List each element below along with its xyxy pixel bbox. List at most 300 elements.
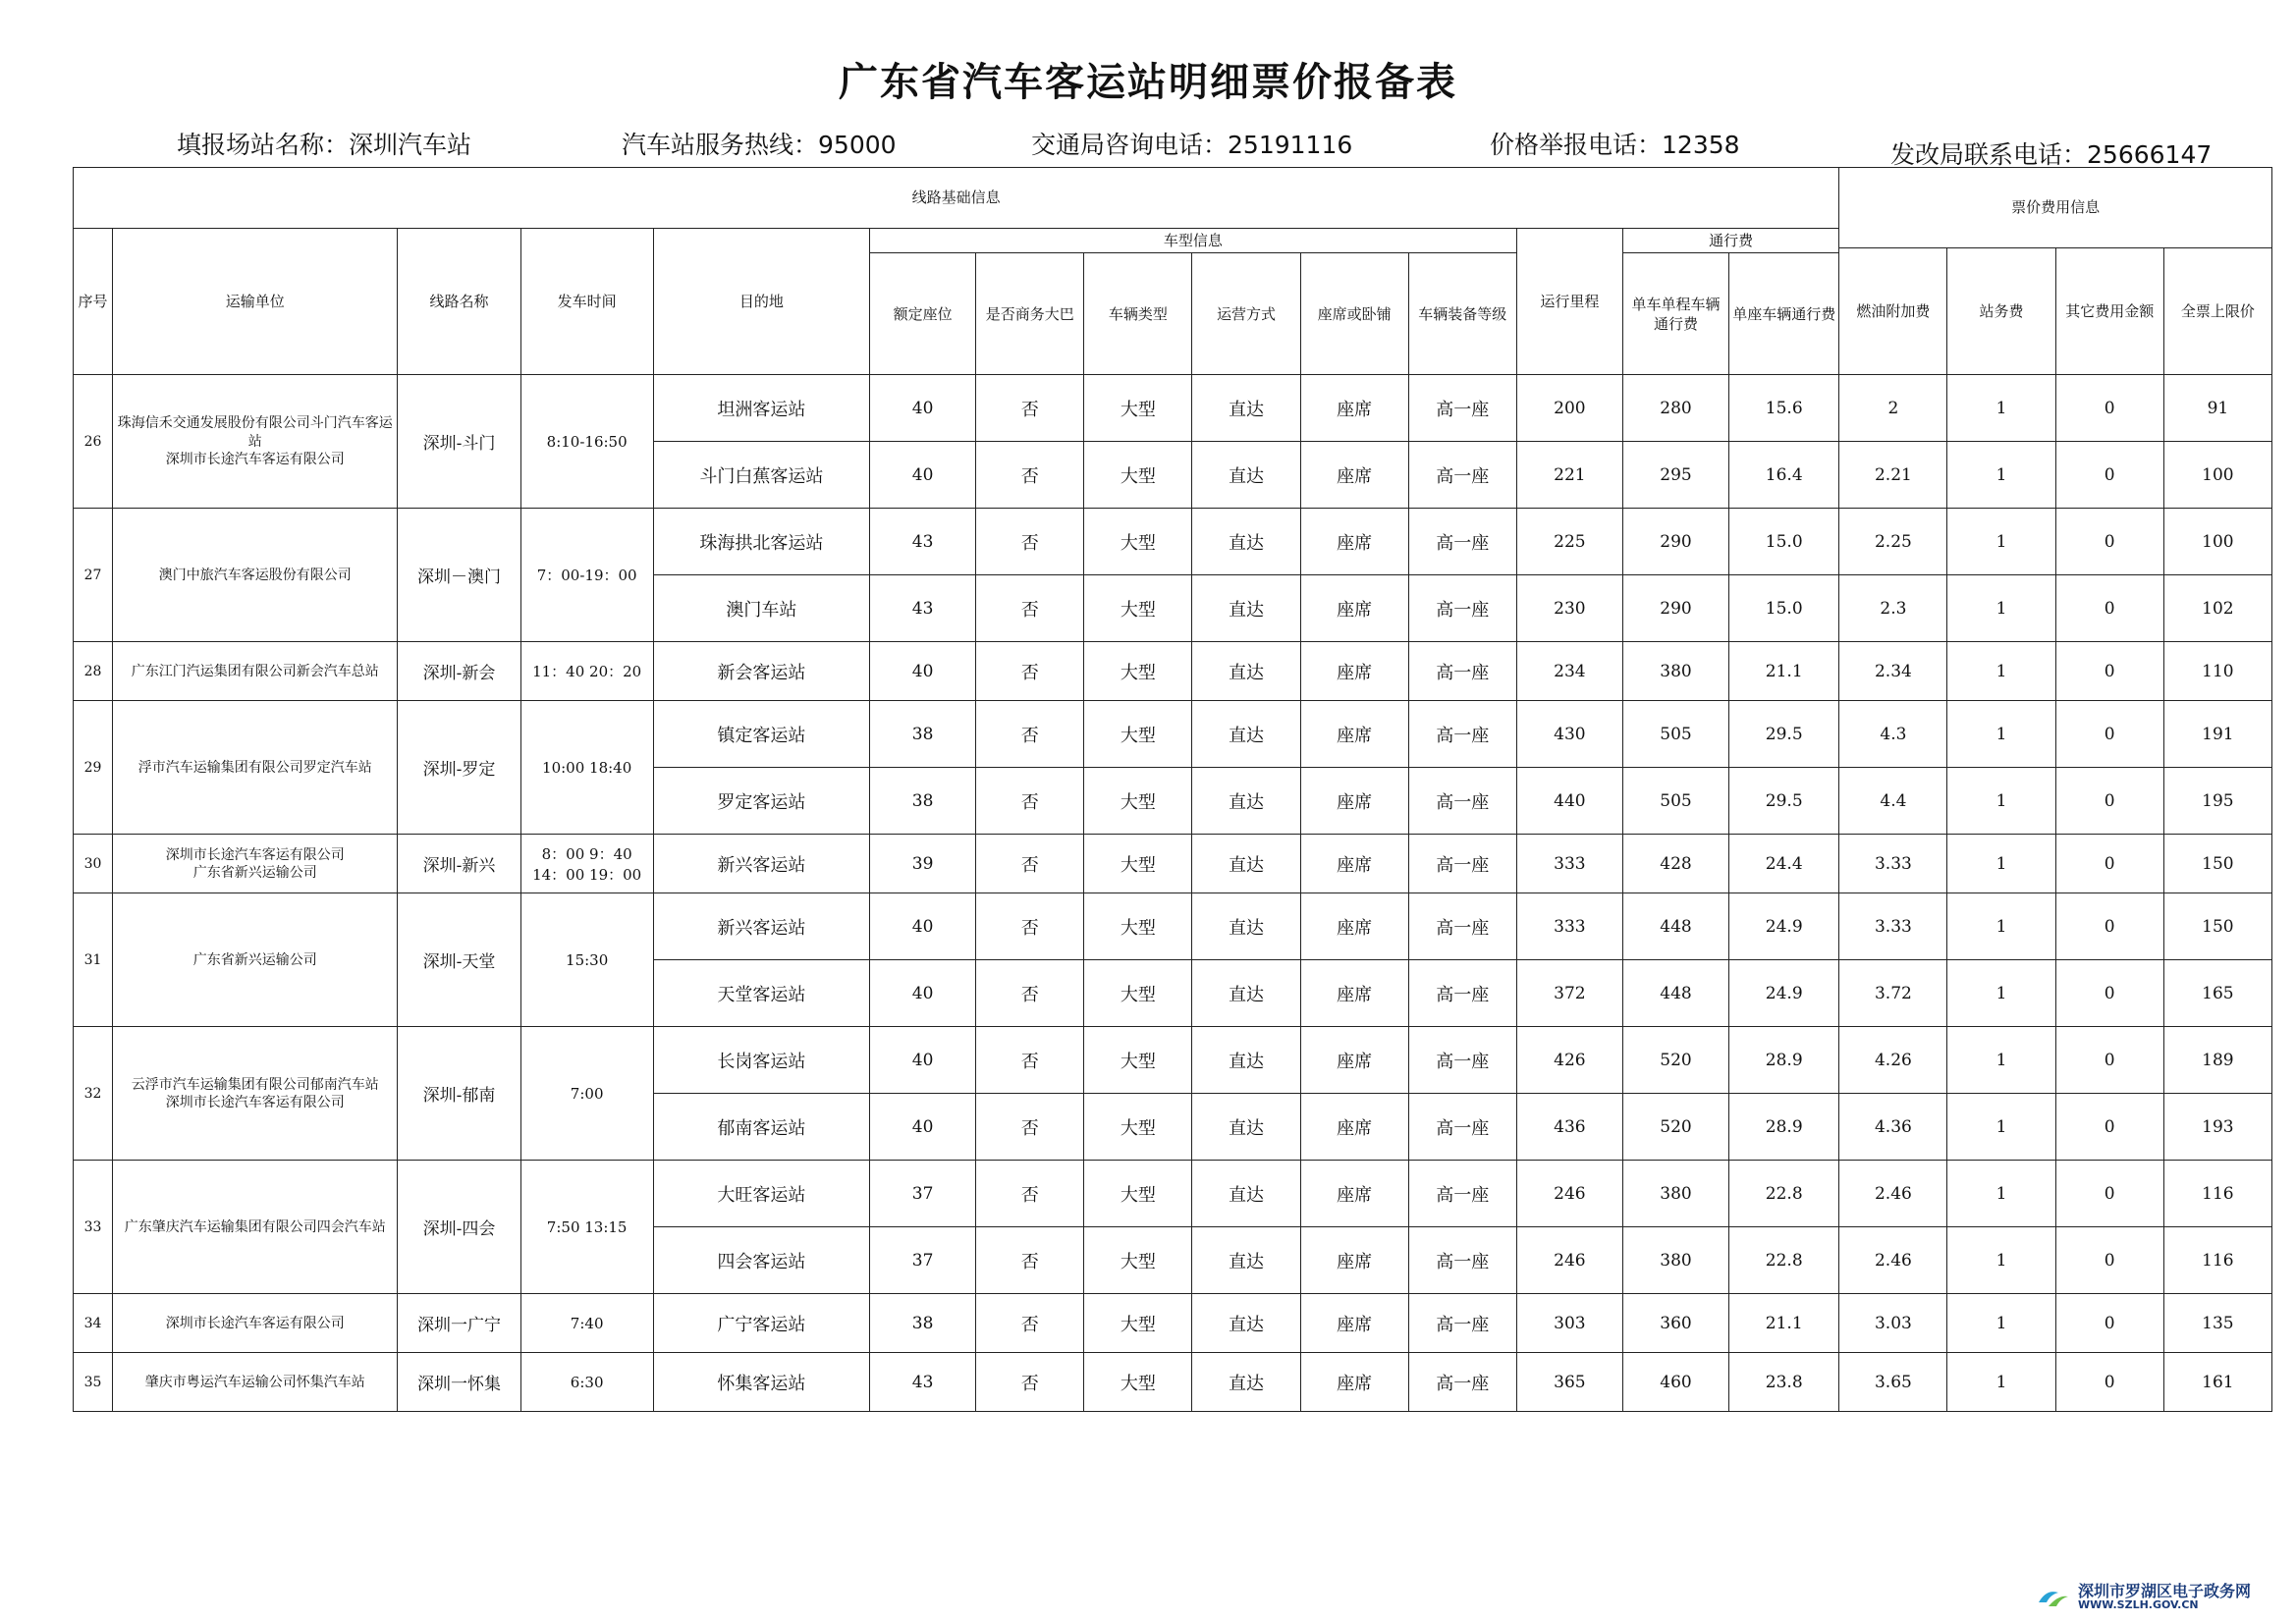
other-fees-cell: 0 xyxy=(2055,960,2163,1027)
rated-seats-cell: 40 xyxy=(870,893,976,960)
destination-cell: 罗定客运站 xyxy=(653,768,869,835)
rated-seats-cell: 40 xyxy=(870,1094,976,1161)
full-fare-cap-cell: 161 xyxy=(2163,1353,2271,1412)
route-name-cell: 深圳-罗定 xyxy=(398,701,520,835)
seq-cell: 33 xyxy=(74,1161,113,1294)
operation-mode-cell: 直达 xyxy=(1192,835,1300,893)
route-name-cell: 深圳-郁南 xyxy=(398,1027,520,1161)
price-report-phone-field xyxy=(1490,126,1740,161)
route-name-cell: 深圳一广宁 xyxy=(398,1294,520,1353)
seat-or-sleeper-cell: 座席 xyxy=(1300,893,1408,960)
seat-or-sleeper-cell: 座席 xyxy=(1300,1294,1408,1353)
depart-time-cell: 15:30 xyxy=(520,893,653,1027)
depart-time-cell: 10:00 18:40 xyxy=(520,701,653,835)
table-row xyxy=(74,642,2272,701)
rated-seats-cell: 39 xyxy=(870,835,976,893)
mileage-header: 运行里程 xyxy=(1516,229,1622,375)
mileage-cell: 221 xyxy=(1516,442,1622,509)
fuel-surcharge-cell: 2.25 xyxy=(1839,509,1947,575)
seat-or-sleeper-cell: 座席 xyxy=(1300,835,1408,893)
table-row xyxy=(74,1294,2272,1353)
seat-or-sleeper-cell: 座席 xyxy=(1300,701,1408,768)
rated-seats-cell: 38 xyxy=(870,1294,976,1353)
toll-per-vehicle-cell: 295 xyxy=(1622,442,1728,509)
fare-info-header: 票价费用信息 xyxy=(1839,168,2272,248)
mileage-cell: 430 xyxy=(1516,701,1622,768)
depart-time-cell: 8：00 9：40 14：00 19：00 xyxy=(520,835,653,893)
business-bus-cell: 否 xyxy=(976,1094,1084,1161)
other-fees-header: 其它费用金额 xyxy=(2055,248,2163,375)
toll-per-seat-cell: 24.4 xyxy=(1729,835,1839,893)
toll-per-vehicle-cell: 380 xyxy=(1622,642,1728,701)
mileage-cell: 440 xyxy=(1516,768,1622,835)
station-fee-cell: 1 xyxy=(1947,893,2055,960)
station-fee-cell: 1 xyxy=(1947,960,2055,1027)
table-row xyxy=(74,509,2272,575)
station-name-value: 深圳汽车站 xyxy=(349,131,472,159)
station-fee-cell: 1 xyxy=(1947,1353,2055,1412)
full-fare-cap-cell: 150 xyxy=(2163,835,2271,893)
mileage-cell: 246 xyxy=(1516,1161,1622,1227)
other-fees-cell: 0 xyxy=(2055,1227,2163,1294)
destination-header: 目的地 xyxy=(653,229,869,375)
fuel-surcharge-cell: 2.21 xyxy=(1839,442,1947,509)
other-fees-cell: 0 xyxy=(2055,835,2163,893)
full-fare-cap-cell: 135 xyxy=(2163,1294,2271,1353)
vehicle-type-cell: 大型 xyxy=(1084,1294,1192,1353)
transport-bureau-phone-value: 25191116 xyxy=(1228,131,1353,159)
mileage-cell: 426 xyxy=(1516,1027,1622,1094)
carrier-cell: 珠海信禾交通发展股份有限公司斗门汽车客运站 深圳市长途汽车客运有限公司 xyxy=(113,375,398,509)
business-bus-cell: 否 xyxy=(976,1353,1084,1412)
dev-bureau-phone-label: 发改局联系电话： xyxy=(1890,140,2088,169)
table-row xyxy=(74,1161,2272,1227)
full-fare-cap-cell: 100 xyxy=(2163,442,2271,509)
seat-or-sleeper-cell: 座席 xyxy=(1300,642,1408,701)
seat-or-sleeper-cell: 座席 xyxy=(1300,1161,1408,1227)
operation-mode-cell: 直达 xyxy=(1192,375,1300,442)
fuel-surcharge-cell: 3.72 xyxy=(1839,960,1947,1027)
route-name-cell: 深圳－澳门 xyxy=(398,509,520,642)
vehicle-type-cell: 大型 xyxy=(1084,1161,1192,1227)
full-fare-cap-cell: 165 xyxy=(2163,960,2271,1027)
depart-time-cell: 7:40 xyxy=(520,1294,653,1353)
vehicle-type-cell: 大型 xyxy=(1084,1227,1192,1294)
fare-table xyxy=(73,167,2272,1412)
toll-per-seat-cell: 21.1 xyxy=(1729,1294,1839,1353)
toll-per-vehicle-cell: 380 xyxy=(1622,1161,1728,1227)
carrier-header: 运输单位 xyxy=(113,229,398,375)
seq-cell: 28 xyxy=(74,642,113,701)
station-fee-cell: 1 xyxy=(1947,835,2055,893)
business-bus-cell: 否 xyxy=(976,701,1084,768)
other-fees-cell: 0 xyxy=(2055,642,2163,701)
full-fare-cap-cell: 195 xyxy=(2163,768,2271,835)
station-name-field xyxy=(177,126,471,161)
route-name-cell: 深圳-斗门 xyxy=(398,375,520,509)
station-name-label: 填报场站名称： xyxy=(177,131,350,159)
price-report-phone-value: 12358 xyxy=(1662,131,1740,159)
toll-header: 通行费 xyxy=(1622,229,1838,253)
equipment-grade-cell: 高一座 xyxy=(1408,442,1516,509)
equipment-grade-cell: 高一座 xyxy=(1408,768,1516,835)
destination-cell: 镇定客运站 xyxy=(653,701,869,768)
seat-or-sleeper-header: 座席或卧铺 xyxy=(1300,253,1408,375)
seat-or-sleeper-cell: 座席 xyxy=(1300,375,1408,442)
seq-cell: 27 xyxy=(74,509,113,642)
destination-cell: 四会客运站 xyxy=(653,1227,869,1294)
seat-or-sleeper-cell: 座席 xyxy=(1300,442,1408,509)
table-row xyxy=(74,893,2272,960)
vehicle-type-cell: 大型 xyxy=(1084,835,1192,893)
operation-mode-cell: 直达 xyxy=(1192,509,1300,575)
equipment-grade-cell: 高一座 xyxy=(1408,509,1516,575)
equipment-grade-cell: 高一座 xyxy=(1408,1227,1516,1294)
route-name-cell: 深圳一怀集 xyxy=(398,1353,520,1412)
depart-time-header: 发车时间 xyxy=(520,229,653,375)
fuel-surcharge-cell: 3.03 xyxy=(1839,1294,1947,1353)
toll-per-seat-cell: 24.9 xyxy=(1729,960,1839,1027)
seq-cell: 35 xyxy=(74,1353,113,1412)
full-fare-cap-cell: 189 xyxy=(2163,1027,2271,1094)
dev-bureau-phone-value: 25666147 xyxy=(2087,140,2213,169)
fuel-surcharge-cell: 3.65 xyxy=(1839,1353,1947,1412)
route-name-cell: 深圳-新兴 xyxy=(398,835,520,893)
toll-per-vehicle-cell: 520 xyxy=(1622,1094,1728,1161)
toll-per-seat-cell: 16.4 xyxy=(1729,442,1839,509)
toll-per-vehicle-cell: 290 xyxy=(1622,509,1728,575)
vehicle-type-cell: 大型 xyxy=(1084,1353,1192,1412)
seat-or-sleeper-cell: 座席 xyxy=(1300,509,1408,575)
operation-mode-cell: 直达 xyxy=(1192,1353,1300,1412)
station-fee-cell: 1 xyxy=(1947,1161,2055,1227)
station-fee-cell: 1 xyxy=(1947,1227,2055,1294)
fuel-surcharge-cell: 2.3 xyxy=(1839,575,1947,642)
full-fare-cap-cell: 110 xyxy=(2163,642,2271,701)
equipment-grade-cell: 高一座 xyxy=(1408,893,1516,960)
station-fee-cell: 1 xyxy=(1947,701,2055,768)
operation-mode-cell: 直达 xyxy=(1192,701,1300,768)
operation-mode-cell: 直达 xyxy=(1192,642,1300,701)
seq-cell: 26 xyxy=(74,375,113,509)
equipment-grade-cell: 高一座 xyxy=(1408,642,1516,701)
operation-mode-cell: 直达 xyxy=(1192,1294,1300,1353)
station-fee-cell: 1 xyxy=(1947,1027,2055,1094)
table-row xyxy=(74,835,2272,893)
destination-cell: 新会客运站 xyxy=(653,642,869,701)
destination-cell: 新兴客运站 xyxy=(653,893,869,960)
destination-cell: 澳门车站 xyxy=(653,575,869,642)
toll-per-seat-cell: 29.5 xyxy=(1729,701,1839,768)
dev-bureau-phone-field xyxy=(1890,135,2212,171)
full-fare-cap-cell: 116 xyxy=(2163,1227,2271,1294)
mileage-cell: 333 xyxy=(1516,835,1622,893)
business-bus-cell: 否 xyxy=(976,442,1084,509)
rated-seats-cell: 38 xyxy=(870,768,976,835)
business-bus-cell: 否 xyxy=(976,1027,1084,1094)
other-fees-cell: 0 xyxy=(2055,575,2163,642)
seat-or-sleeper-cell: 座席 xyxy=(1300,960,1408,1027)
site-logo-icon xyxy=(2037,1587,2070,1608)
equipment-grade-cell: 高一座 xyxy=(1408,1353,1516,1412)
rated-seats-cell: 43 xyxy=(870,575,976,642)
seat-or-sleeper-cell: 座席 xyxy=(1300,1094,1408,1161)
seq-cell: 32 xyxy=(74,1027,113,1161)
fuel-surcharge-cell: 2.46 xyxy=(1839,1161,1947,1227)
rated-seats-cell: 40 xyxy=(870,375,976,442)
destination-cell: 郁南客运站 xyxy=(653,1094,869,1161)
rated-seats-cell: 40 xyxy=(870,960,976,1027)
depart-time-cell: 8:10-16:50 xyxy=(520,375,653,509)
depart-time-cell: 11：40 20：20 xyxy=(520,642,653,701)
toll-per-vehicle-cell: 520 xyxy=(1622,1027,1728,1094)
mileage-cell: 303 xyxy=(1516,1294,1622,1353)
station-fee-cell: 1 xyxy=(1947,1294,2055,1353)
seq-cell: 30 xyxy=(74,835,113,893)
other-fees-cell: 0 xyxy=(2055,1027,2163,1094)
rated-seats-cell: 37 xyxy=(870,1227,976,1294)
business-bus-cell: 否 xyxy=(976,835,1084,893)
seat-or-sleeper-cell: 座席 xyxy=(1300,575,1408,642)
vehicle-type-header: 车辆类型 xyxy=(1084,253,1192,375)
depart-time-cell: 7：00-19：00 xyxy=(520,509,653,642)
carrier-cell: 深圳市长途汽车客运有限公司 xyxy=(113,1294,398,1353)
fuel-surcharge-cell: 3.33 xyxy=(1839,893,1947,960)
station-fee-cell: 1 xyxy=(1947,509,2055,575)
toll-per-vehicle-cell: 428 xyxy=(1622,835,1728,893)
fuel-surcharge-cell: 4.4 xyxy=(1839,768,1947,835)
table-row xyxy=(74,1027,2272,1094)
destination-cell: 大旺客运站 xyxy=(653,1161,869,1227)
vehicle-type-cell: 大型 xyxy=(1084,1094,1192,1161)
seq-cell: 29 xyxy=(74,701,113,835)
fuel-surcharge-cell: 4.26 xyxy=(1839,1027,1947,1094)
business-bus-cell: 否 xyxy=(976,642,1084,701)
vehicle-type-cell: 大型 xyxy=(1084,960,1192,1027)
toll-per-vehicle-cell: 460 xyxy=(1622,1353,1728,1412)
seq-cell: 34 xyxy=(74,1294,113,1353)
rated-seats-cell: 37 xyxy=(870,1161,976,1227)
toll-per-vehicle-cell: 360 xyxy=(1622,1294,1728,1353)
equipment-grade-cell: 高一座 xyxy=(1408,835,1516,893)
vehicle-type-cell: 大型 xyxy=(1084,701,1192,768)
toll-per-seat-cell: 28.9 xyxy=(1729,1027,1839,1094)
toll-per-seat-cell: 22.8 xyxy=(1729,1161,1839,1227)
carrier-cell: 广东省新兴运输公司 xyxy=(113,893,398,1027)
transport-bureau-phone-field xyxy=(1031,126,1352,161)
station-hotline-field xyxy=(622,126,897,161)
vehicle-type-cell: 大型 xyxy=(1084,375,1192,442)
operation-mode-cell: 直达 xyxy=(1192,1227,1300,1294)
other-fees-cell: 0 xyxy=(2055,893,2163,960)
station-fee-cell: 1 xyxy=(1947,1094,2055,1161)
seat-or-sleeper-cell: 座席 xyxy=(1300,768,1408,835)
other-fees-cell: 0 xyxy=(2055,1094,2163,1161)
rated-seats-cell: 43 xyxy=(870,1353,976,1412)
seat-or-sleeper-cell: 座席 xyxy=(1300,1027,1408,1094)
toll-per-seat-cell: 15.0 xyxy=(1729,509,1839,575)
vehicle-type-cell: 大型 xyxy=(1084,768,1192,835)
equipment-grade-cell: 高一座 xyxy=(1408,1294,1516,1353)
toll-per-seat-cell: 22.8 xyxy=(1729,1227,1839,1294)
carrier-cell: 肇庆市粤运汽车运输公司怀集汽车站 xyxy=(113,1353,398,1412)
equipment-grade-cell: 高一座 xyxy=(1408,1094,1516,1161)
station-hotline-label: 汽车站服务热线： xyxy=(622,131,819,159)
rated-seats-cell: 40 xyxy=(870,642,976,701)
business-bus-cell: 否 xyxy=(976,1227,1084,1294)
vehicle-type-cell: 大型 xyxy=(1084,893,1192,960)
vehicle-type-cell: 大型 xyxy=(1084,642,1192,701)
operation-mode-header: 运营方式 xyxy=(1192,253,1300,375)
mileage-cell: 436 xyxy=(1516,1094,1622,1161)
rated-seats-cell: 40 xyxy=(870,1027,976,1094)
station-hotline-value: 95000 xyxy=(818,131,897,159)
fare-table-body xyxy=(74,375,2272,1412)
full-fare-cap-cell: 191 xyxy=(2163,701,2271,768)
fuel-surcharge-cell: 3.33 xyxy=(1839,835,1947,893)
toll-per-vehicle-cell: 448 xyxy=(1622,960,1728,1027)
destination-cell: 珠海拱北客运站 xyxy=(653,509,869,575)
seat-or-sleeper-cell: 座席 xyxy=(1300,1353,1408,1412)
rated-seats-cell: 38 xyxy=(870,701,976,768)
business-bus-cell: 否 xyxy=(976,1294,1084,1353)
equipment-grade-cell: 高一座 xyxy=(1408,575,1516,642)
destination-cell: 长岗客运站 xyxy=(653,1027,869,1094)
vehicle-type-cell: 大型 xyxy=(1084,575,1192,642)
route-name-cell: 深圳-天堂 xyxy=(398,893,520,1027)
toll-per-seat-cell: 15.0 xyxy=(1729,575,1839,642)
other-fees-cell: 0 xyxy=(2055,1353,2163,1412)
business-bus-cell: 否 xyxy=(976,1161,1084,1227)
table-row xyxy=(74,701,2272,768)
seat-or-sleeper-cell: 座席 xyxy=(1300,1227,1408,1294)
carrier-cell: 广东江门汽运集团有限公司新会汽车总站 xyxy=(113,642,398,701)
depart-time-cell: 7:00 xyxy=(520,1027,653,1161)
business-bus-header: 是否商务大巴 xyxy=(976,253,1084,375)
rated-seats-cell: 43 xyxy=(870,509,976,575)
business-bus-cell: 否 xyxy=(976,768,1084,835)
full-fare-cap-cell: 116 xyxy=(2163,1161,2271,1227)
route-basic-info-header: 线路基础信息 xyxy=(74,168,1839,229)
equipment-grade-cell: 高一座 xyxy=(1408,375,1516,442)
site-logo xyxy=(2037,1581,2251,1612)
mileage-cell: 230 xyxy=(1516,575,1622,642)
destination-cell: 怀集客运站 xyxy=(653,1353,869,1412)
operation-mode-cell: 直达 xyxy=(1192,575,1300,642)
station-fee-cell: 1 xyxy=(1947,768,2055,835)
full-fare-cap-cell: 150 xyxy=(2163,893,2271,960)
station-fee-header: 站务费 xyxy=(1947,248,2055,375)
business-bus-cell: 否 xyxy=(976,893,1084,960)
toll-per-vehicle-cell: 505 xyxy=(1622,768,1728,835)
destination-cell: 坦洲客运站 xyxy=(653,375,869,442)
mileage-cell: 333 xyxy=(1516,893,1622,960)
route-name-cell: 深圳-新会 xyxy=(398,642,520,701)
fuel-surcharge-cell: 4.36 xyxy=(1839,1094,1947,1161)
seq-header: 序号 xyxy=(74,229,113,375)
mileage-cell: 234 xyxy=(1516,642,1622,701)
carrier-cell: 深圳市长途汽车客运有限公司 广东省新兴运输公司 xyxy=(113,835,398,893)
vehicle-type-cell: 大型 xyxy=(1084,442,1192,509)
toll-per-seat-cell: 21.1 xyxy=(1729,642,1839,701)
operation-mode-cell: 直达 xyxy=(1192,1094,1300,1161)
station-fee-cell: 1 xyxy=(1947,575,2055,642)
toll-per-seat-cell: 15.6 xyxy=(1729,375,1839,442)
other-fees-cell: 0 xyxy=(2055,701,2163,768)
vehicle-type-cell: 大型 xyxy=(1084,509,1192,575)
destination-cell: 新兴客运站 xyxy=(653,835,869,893)
carrier-cell: 澳门中旅汽车客运股份有限公司 xyxy=(113,509,398,642)
full-fare-cap-cell: 193 xyxy=(2163,1094,2271,1161)
route-name-cell: 深圳-四会 xyxy=(398,1161,520,1294)
carrier-cell: 浮市汽车运输集团有限公司罗定汽车站 xyxy=(113,701,398,835)
operation-mode-cell: 直达 xyxy=(1192,893,1300,960)
rated-seats-cell: 40 xyxy=(870,442,976,509)
fuel-surcharge-cell: 2 xyxy=(1839,375,1947,442)
full-fare-cap-header: 全票上限价 xyxy=(2163,248,2271,375)
seq-cell: 31 xyxy=(74,893,113,1027)
site-name: 深圳市罗湖区电子政务网 xyxy=(2077,1581,2251,1600)
toll-per-seat-header: 单座车辆通行费 xyxy=(1729,253,1839,375)
business-bus-cell: 否 xyxy=(976,509,1084,575)
other-fees-cell: 0 xyxy=(2055,1161,2163,1227)
operation-mode-cell: 直达 xyxy=(1192,1027,1300,1094)
destination-cell: 斗门白蕉客运站 xyxy=(653,442,869,509)
operation-mode-cell: 直达 xyxy=(1192,960,1300,1027)
toll-per-seat-cell: 28.9 xyxy=(1729,1094,1839,1161)
toll-per-vehicle-cell: 380 xyxy=(1622,1227,1728,1294)
business-bus-cell: 否 xyxy=(976,960,1084,1027)
other-fees-cell: 0 xyxy=(2055,509,2163,575)
transport-bureau-phone-label: 交通局咨询电话： xyxy=(1031,131,1229,159)
operation-mode-cell: 直达 xyxy=(1192,1161,1300,1227)
mileage-cell: 365 xyxy=(1516,1353,1622,1412)
toll-per-seat-cell: 24.9 xyxy=(1729,893,1839,960)
toll-per-vehicle-cell: 505 xyxy=(1622,701,1728,768)
business-bus-cell: 否 xyxy=(976,375,1084,442)
other-fees-cell: 0 xyxy=(2055,768,2163,835)
equipment-grade-cell: 高一座 xyxy=(1408,701,1516,768)
other-fees-cell: 0 xyxy=(2055,1294,2163,1353)
depart-time-cell: 7:50 13:15 xyxy=(520,1161,653,1294)
route-name-header: 线路名称 xyxy=(398,229,520,375)
fuel-surcharge-header: 燃油附加费 xyxy=(1839,248,1947,375)
other-fees-cell: 0 xyxy=(2055,375,2163,442)
station-fee-cell: 1 xyxy=(1947,442,2055,509)
equipment-grade-cell: 高一座 xyxy=(1408,960,1516,1027)
price-report-phone-label: 价格举报电话： xyxy=(1490,131,1663,159)
mileage-cell: 225 xyxy=(1516,509,1622,575)
depart-time-cell: 6:30 xyxy=(520,1353,653,1412)
site-url: WWW.SZLH.GOV.CN xyxy=(2077,1598,2199,1612)
destination-cell: 广宁客运站 xyxy=(653,1294,869,1353)
equipment-grade-cell: 高一座 xyxy=(1408,1027,1516,1094)
vehicle-type-cell: 大型 xyxy=(1084,1027,1192,1094)
toll-per-vehicle-cell: 290 xyxy=(1622,575,1728,642)
equipment-grade-cell: 高一座 xyxy=(1408,1161,1516,1227)
toll-per-vehicle-header: 单车单程车辆通行费 xyxy=(1622,253,1728,375)
toll-per-vehicle-cell: 280 xyxy=(1622,375,1728,442)
vehicle-info-header: 车型信息 xyxy=(870,229,1517,253)
operation-mode-cell: 直达 xyxy=(1192,768,1300,835)
table-row xyxy=(74,375,2272,442)
page-title: 广东省汽车客运站明细票价报备表 xyxy=(839,60,1457,105)
fuel-surcharge-cell: 4.3 xyxy=(1839,701,1947,768)
mileage-cell: 372 xyxy=(1516,960,1622,1027)
rated-seats-header: 额定座位 xyxy=(870,253,976,375)
station-fee-cell: 1 xyxy=(1947,375,2055,442)
operation-mode-cell: 直达 xyxy=(1192,442,1300,509)
